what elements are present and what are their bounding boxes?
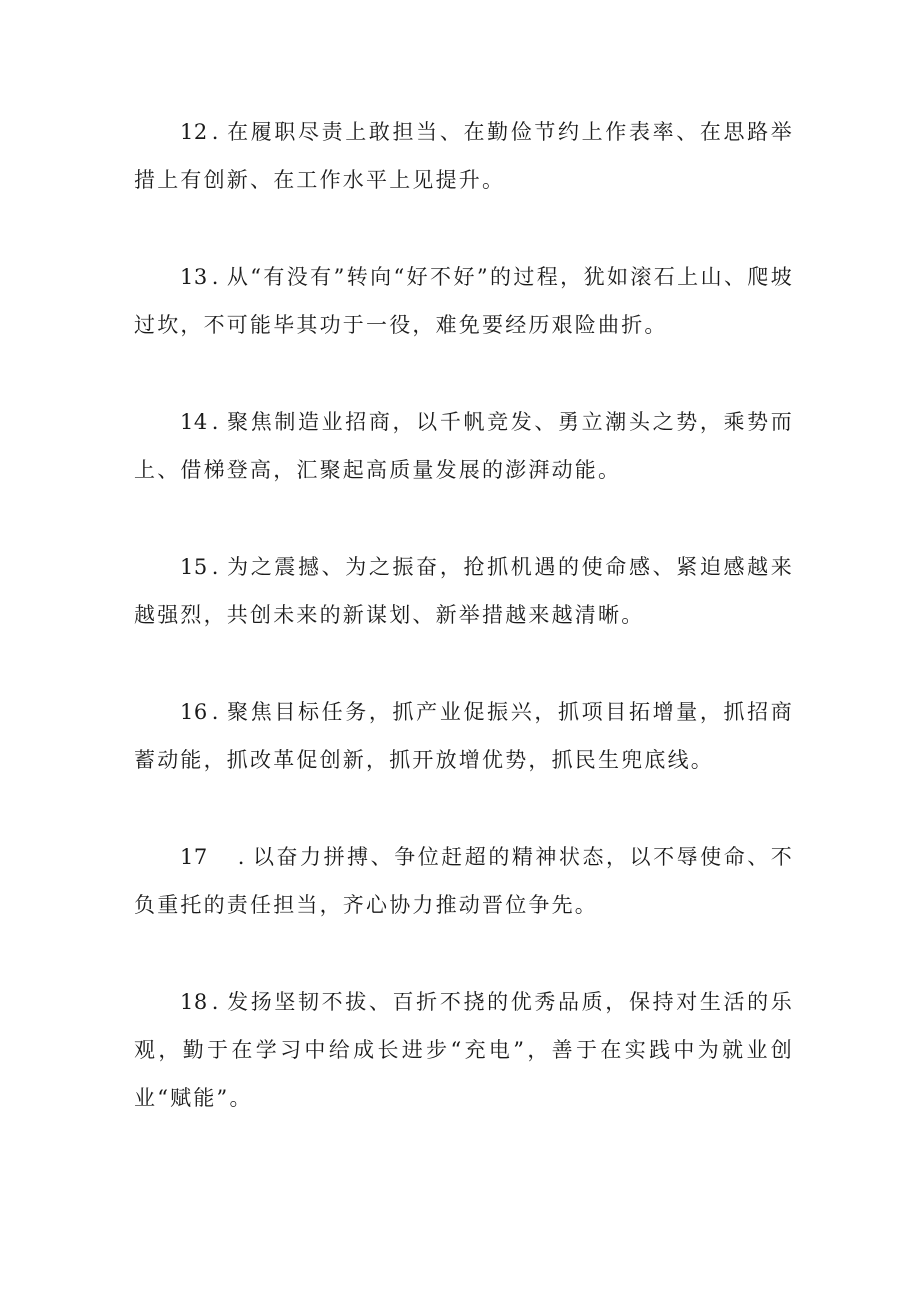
paragraph-text: 在履职尽责上敢担当、在勤俭节约上作表率、在思路举措上有创新、在工作水平上见提升。 <box>134 120 794 192</box>
item-separator: . <box>211 410 221 434</box>
paragraph-text: 聚焦目标任务，抓产业促振兴，抓项目拓增量，抓招商蓄动能，抓改革促创新，抓开放增优势，抓民生兜底线。 <box>134 700 794 772</box>
item-separator: . <box>237 845 247 869</box>
paragraph-12 <box>134 108 794 204</box>
item-number: 12 <box>180 120 208 144</box>
document-body <box>134 108 794 1171</box>
item-separator: . <box>211 265 221 289</box>
paragraph-text: 为之震撼、为之振奋，抢抓机遇的使命感、紧迫感越来越强烈，共创未来的新谋划、新举措越来越清晰。 <box>134 555 794 627</box>
paragraph-text: 发扬坚韧不拔、百折不挠的优秀品质，保持对生活的乐观，勤于在学习中给成长进步“充电”，善于在实践中为就业创业“赋能”。 <box>134 990 794 1110</box>
item-number: 18 <box>180 990 208 1014</box>
item-separator: . <box>211 555 221 579</box>
item-number: 13 <box>180 265 208 289</box>
paragraph-16 <box>134 688 794 784</box>
item-number: 14 <box>180 410 208 434</box>
paragraph-14 <box>134 398 794 494</box>
paragraph-text: 聚焦制造业招商，以千帆竞发、勇立潮头之势，乘势而上、借梯登高，汇聚起高质量发展的澎湃动能。 <box>134 410 794 482</box>
item-number: 16 <box>180 700 208 724</box>
paragraph-text: 从“有没有”转向“好不好”的过程，犹如滚石上山、爬坡过坎，不可能毕其功于一役，难免要经历艰险曲折。 <box>134 265 794 337</box>
item-number: 17 <box>180 845 208 869</box>
item-separator: . <box>211 700 221 724</box>
item-separator: . <box>211 990 221 1014</box>
paragraph-18 <box>134 978 794 1122</box>
paragraph-15 <box>134 543 794 639</box>
item-separator: . <box>211 120 221 144</box>
paragraph-17 <box>134 833 794 929</box>
paragraph-13 <box>134 253 794 349</box>
paragraph-text: 以奋力拼搏、争位赶超的精神状态，以不辱使命、不负重托的责任担当，齐心协力推动晋位争先。 <box>134 845 794 917</box>
item-number: 15 <box>180 555 208 579</box>
